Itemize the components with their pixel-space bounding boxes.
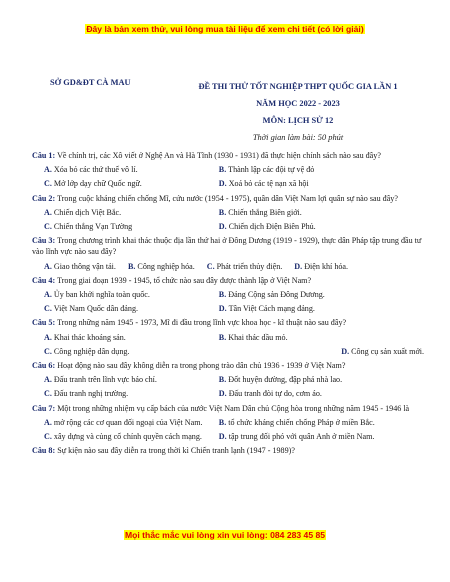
- option-c[interactable]: C. Mở lớp dạy chữ Quốc ngữ.: [44, 179, 142, 189]
- exam-year: NĂM HỌC 2022 - 2023: [256, 99, 340, 108]
- exam-header: [158, 78, 438, 146]
- question-label: Câu 7:: [32, 403, 56, 413]
- question-text: Hoạt động nào sau đây không diễn ra trong phong trào dân chủ 1936 - 1939 ở Việt Nam?: [57, 361, 346, 371]
- option-c[interactable]: C. xây dựng và củng cố chính quyền cách mạng.: [44, 432, 202, 442]
- question-label: Câu 5:: [32, 318, 56, 328]
- question-3: [32, 235, 424, 272]
- question-label: Câu 1:: [32, 151, 56, 160]
- option-a[interactable]: A. Chiến dịch Việt Bắc.: [44, 207, 122, 217]
- department-name: SỞ GD&ĐT CÀ MAU: [50, 78, 131, 87]
- option-c[interactable]: C. Công nghiệp dân dụng.: [44, 346, 130, 356]
- question-7: [32, 403, 424, 443]
- option-c[interactable]: C. Chiến thắng Vạn Tường: [44, 222, 133, 232]
- question-text: Một trong những nhiệm vụ cấp bách của nước Việt Nam Dân chủ Cộng hòa trong những năm 1945 - 1946 là: [57, 403, 410, 413]
- question-label: Câu 3:: [32, 236, 56, 246]
- option-b[interactable]: B. Công nghiệp hóa.: [127, 261, 195, 271]
- question-label: Câu 8:: [32, 446, 56, 456]
- question-text: Về chính trị, các Xô viết ở Nghệ An và Hà Tĩnh (1930 - 1931) đã thực hiện chính sách nào sau đây?: [57, 151, 381, 160]
- preview-banner-text: Đây là bản xem thử, vui lòng mua tài liệu để xem chi tiết (có lời giải): [86, 24, 364, 34]
- option-a[interactable]: A. Khai thác khoáng sản.: [44, 332, 126, 342]
- contact-footer: [0, 525, 450, 543]
- question-1: [32, 150, 424, 190]
- preview-banner: [0, 19, 450, 37]
- exam-title: ĐỀ THI THỬ TỐT NGHIỆP THPT QUỐC GIA LẦN 1: [198, 82, 398, 91]
- question-label: Câu 6:: [32, 361, 56, 371]
- question-text: Trong cuộc kháng chiến chống Mĩ, cứu nước (1954 - 1975), quân dân Việt Nam lợi quân sự nào sau đây?: [57, 193, 398, 203]
- option-b[interactable]: B. tổ chức kháng chiến chống Pháp ở miền Bắc.: [218, 417, 375, 427]
- option-d[interactable]: D. Xoá bỏ các tệ nạn xã hội: [218, 179, 309, 189]
- option-c[interactable]: C. Phát triển thủy điện.: [206, 261, 283, 271]
- option-b[interactable]: B. Đốt huyện đường, đập phá nhà lao.: [218, 375, 343, 385]
- option-d[interactable]: D. Điện khí hóa.: [294, 261, 349, 271]
- option-c[interactable]: C. Việt Nam Quốc dân đảng.: [44, 304, 139, 314]
- option-a[interactable]: A. Đấu tranh trên lĩnh vực báo chí.: [44, 375, 157, 385]
- exam-subject: MÔN: LỊCH SỬ 12: [262, 116, 334, 125]
- option-a[interactable]: A. Xóa bỏ các thứ thuế vô lí.: [44, 165, 138, 175]
- option-b[interactable]: B. Chiến thắng Biên giới.: [218, 207, 302, 217]
- question-5: [32, 317, 424, 357]
- option-a[interactable]: A. Giao thông vận tải.: [44, 261, 116, 271]
- question-list: [32, 150, 424, 456]
- exam-time: Thời gian làm bài: 50 phút: [252, 133, 344, 142]
- question-label: Câu 2:: [32, 193, 56, 203]
- question-2: [32, 193, 424, 233]
- question-text: Trong những năm 1945 - 1973, Mĩ đi đầu trong lĩnh vực khoa học - kĩ thuật nào sau đây?: [57, 318, 347, 328]
- question-6: [32, 360, 424, 400]
- option-d[interactable]: D. tập trung đối phó với quân Anh ở miền Nam.: [218, 432, 375, 442]
- option-b[interactable]: B. Đảng Cộng sản Đông Dương.: [218, 290, 325, 300]
- option-a[interactable]: A. mở rộng các cơ quan đối ngoại của Việt Nam.: [44, 417, 203, 427]
- option-d[interactable]: D. Chiến dịch Điện Biên Phủ.: [218, 222, 316, 232]
- option-d[interactable]: D. Tân Việt Cách mạng đảng.: [218, 304, 315, 314]
- option-b[interactable]: B. Khai thác dầu mỏ.: [218, 332, 288, 342]
- question-8: [32, 445, 424, 456]
- question-label: Câu 4:: [32, 275, 56, 285]
- option-d[interactable]: D. Đấu tranh đòi tự do, cơm áo.: [218, 389, 322, 399]
- question-text: Sự kiện nào sau đây diễn ra trong thời kì Chiến tranh lạnh (1947 - 1989)?: [57, 446, 295, 456]
- option-d[interactable]: D. Công cụ sản xuất mới.: [341, 346, 424, 356]
- contact-footer-text: Mọi thắc mắc vui lòng xin vui lòng: 084 283 45 85: [124, 530, 326, 540]
- question-text: Trong giai đoạn 1939 - 1945, tổ chức nào sau đây được thành lập ở Việt Nam?: [57, 275, 312, 285]
- question-text: Trong chương trình khai thác thuộc địa lần thứ hai ở Đông Dương (1919 - 1929), thực dân Pháp tập trung đầu tư vào lĩnh vực nào sau đây?: [32, 236, 422, 257]
- question-4: [32, 275, 424, 315]
- option-b[interactable]: B. Thành lập các đội tự vệ đỏ: [218, 165, 315, 175]
- option-c[interactable]: C. Đấu tranh nghị trường.: [44, 389, 129, 399]
- option-a[interactable]: A. Ủy ban khởi nghĩa toàn quốc.: [44, 290, 150, 300]
